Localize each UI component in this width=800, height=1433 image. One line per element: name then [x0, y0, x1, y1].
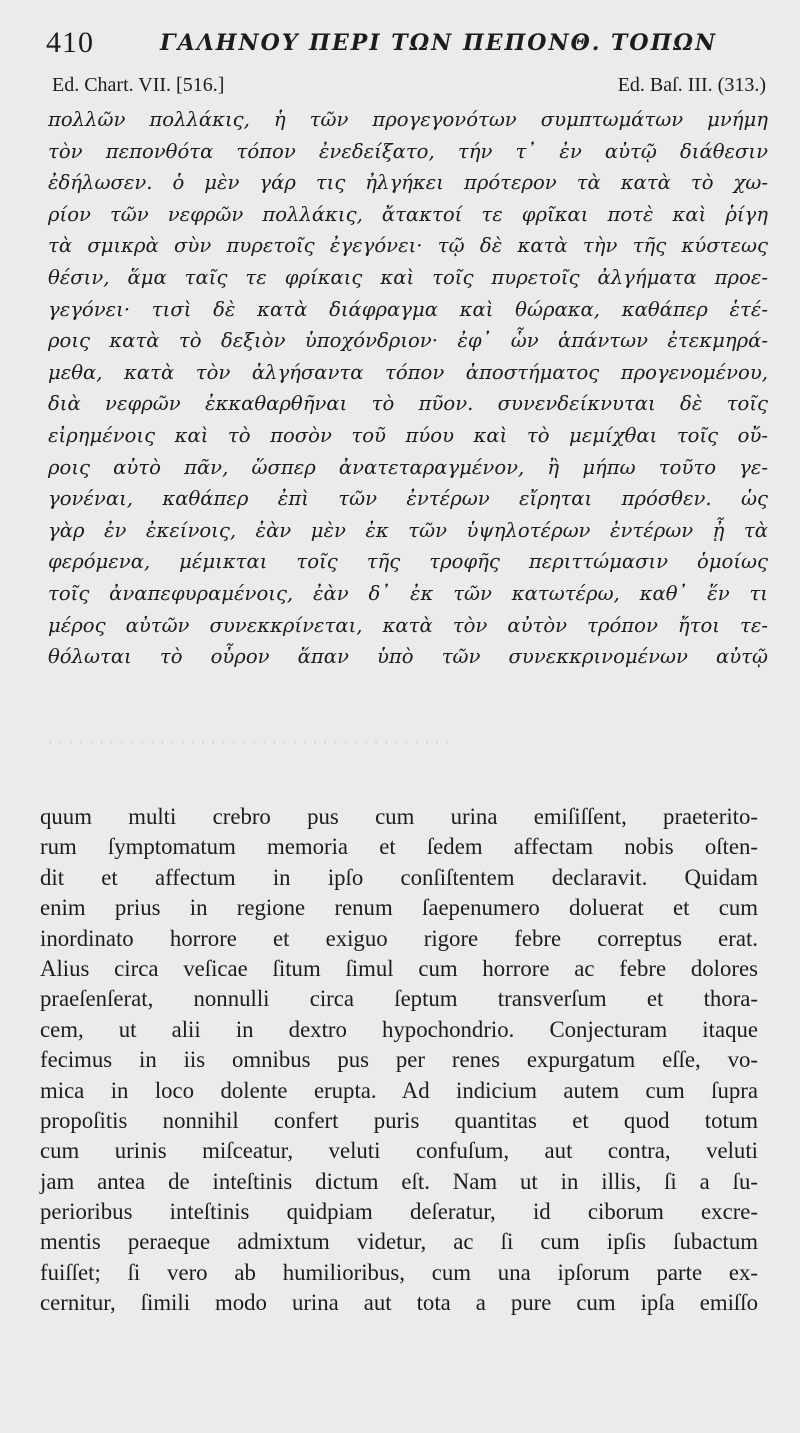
latin-text-line: mica in loco dolente erupta. Ad indicium autem cum ſupra: [40, 1077, 758, 1103]
greek-text-line: τοῖς ἀναπεφυραμένοις, ἐὰν δ᾽ ἐκ τῶν κατωτέρω, καθ᾽ ἕν τι: [48, 581, 768, 605]
latin-text-line: fecimus in iis omnibus pus per renes expurgatum eſſe, vo-: [40, 1047, 758, 1073]
greek-text-line: τὰ σμικρὰ σὺν πυρετοῖς ἐγεγόνει· τῷ δὲ κατὰ τὴν τῆς κύστεως: [48, 234, 768, 258]
greek-text-line: εἰρημένοις καὶ τὸ ποσὸν τοῦ πύου καὶ τὸ μεμίχθαι τοῖς οὔ-: [48, 423, 768, 447]
greek-text-line: μεθα, κατὰ τὸν ἀλγήσαντα τόπον ἀποστήματος προγενομένου,: [48, 360, 768, 384]
latin-text-line: praeſenſerat, nonnulli circa ſeptum transverſum et thora-: [40, 986, 758, 1012]
latin-text-line: cem, ut alii in dextro hypochondrio. Conjecturam itaque: [40, 1016, 758, 1042]
latin-text-line: dit et affectum in ipſo conſiſtentem declaravit. Quidam: [40, 864, 758, 890]
latin-text-line: perioribus inteſtinis quidpiam deſeratur, id ciborum excre-: [40, 1199, 758, 1225]
greek-text-line: θόλωται τὸ οὖρον ἅπαν ὑπὸ τῶν συνεκκρινομένων αὐτῷ: [48, 645, 768, 669]
latin-text-line: rum ſymptomatum memoria et ſedem affectam nobis oſten-: [40, 834, 758, 860]
edition-basel-reference: Ed. Baſ. III. (313.): [617, 74, 766, 96]
greek-text-line: πολλῶν πολλάκις, ἡ τῶν προγεγονότων συμπτωμάτων μνήμη: [48, 108, 768, 131]
latin-text-line: enim prius in regione renum ſaepenumero doluerat et cum: [40, 895, 758, 921]
latin-text-line: jam antea de inteſtinis dictum eſt. Nam ut in illis, ſi a ſu-: [40, 1168, 758, 1194]
latin-text-line: fuiſſet; ſi vero ab humilioribus, cum una ipſorum parte ex-: [40, 1259, 758, 1285]
greek-text-line: ροις κατὰ τὸ δεξιὸν ὑποχόνδριον· ἐφ᾽ ὧν ἁπάντων ἐτεκμηρά-: [48, 329, 768, 353]
greek-text-block: [48, 104, 768, 673]
latin-text-line: inordinato horrore et exiguo rigore febre correptus erat.: [40, 925, 758, 951]
latin-text-line: Alius circa veſicae ſitum ſimul cum horrore ac febre dolores: [40, 955, 758, 981]
edition-references: [52, 74, 766, 104]
edition-chart-reference: Ed. Chart. VII. [516.]: [52, 74, 225, 96]
greek-text-line: γὰρ ἐν ἐκείνοις, ἐὰν μὲν ἐκ τῶν ὑψηλοτέρων ἐντέρων ᾖ τὰ: [48, 518, 768, 542]
greek-text-line: γονέναι, καθάπερ ἐπὶ τῶν ἐντέρων εἴρηται πρόσθεν. ὡς: [48, 487, 768, 511]
greek-text-line: διὰ νεφρῶν ἐκκαθαρθῆναι τὸ πῦον. συνενδείκνυται δὲ τοῖς: [48, 392, 768, 416]
latin-text-line: propoſitis nonnihil confert puris quantitas et quod totum: [40, 1107, 758, 1133]
latin-text-line: cum urinis miſceatur, veluti confuſum, aut contra, veluti: [40, 1138, 758, 1164]
greek-text-line: ροις αὐτὸ πᾶν, ὥσπερ ἀνατεταραγμένον, ἢ μήπω τοῦτο γε-: [48, 455, 768, 479]
latin-text-line: cernitur, ſimili modo urina aut tota a pure cum ipſa emiſſo: [40, 1290, 758, 1316]
greek-text-line: τὸν πεπονθότα τόπον ἐνεδείξατο, τήν τ᾽ ἐν αὐτῷ διάθεσιν: [48, 139, 768, 163]
page-number: 410: [46, 26, 94, 59]
greek-text-line: ἐδήλωσεν. ὁ μὲν γάρ τις ἠλγήκει πρότερον τὰ κατὰ τὸ χω-: [48, 171, 768, 195]
latin-text-block: [40, 802, 758, 1319]
latin-text-line: mentis peraeque admixtum videtur, ac ſi cum ipſis ſubactum: [40, 1229, 758, 1255]
greek-text-line: φερόμενα, μέμικται τοῖς τῆς τροφῆς περιττώμασιν ὁμοίως: [48, 550, 768, 574]
running-title: ΓΑΛΗΝΟΥ ΠΕΡΙ ΤΩΝ ΠΕΠΟΝΘ. ΤΟΠΩΝ: [160, 30, 718, 56]
latin-text-line: quum multi crebro pus cum urina emiſiſſent, praeterito-: [40, 804, 758, 829]
greek-text-line: ρίον τῶν νεφρῶν πολλάκις, ἄτακτοί τε φρῖκαι ποτὲ καὶ ῥίγη: [48, 202, 768, 226]
greek-text-line: γεγόνει· τισὶ δὲ κατὰ διάφραγμα καὶ θώρακα, καθάπερ ἑτέ-: [48, 297, 768, 321]
greek-text-line: μέρος αὐτῶν συνεκκρίνεται, κατὰ τὸν αὐτὸν τρόπον ἤτοι τε-: [48, 613, 768, 637]
show-through-text: · · · · · · · · · · · · · · · · · · · · · · · · · · · · · · · · · · · · · · · ·: [48, 733, 450, 752]
greek-text-line: θέσιν, ἅμα ταῖς τε φρίκαις καὶ τοῖς πυρετοῖς ἀλγήματα προε-: [48, 265, 768, 289]
page-header: [46, 26, 746, 66]
